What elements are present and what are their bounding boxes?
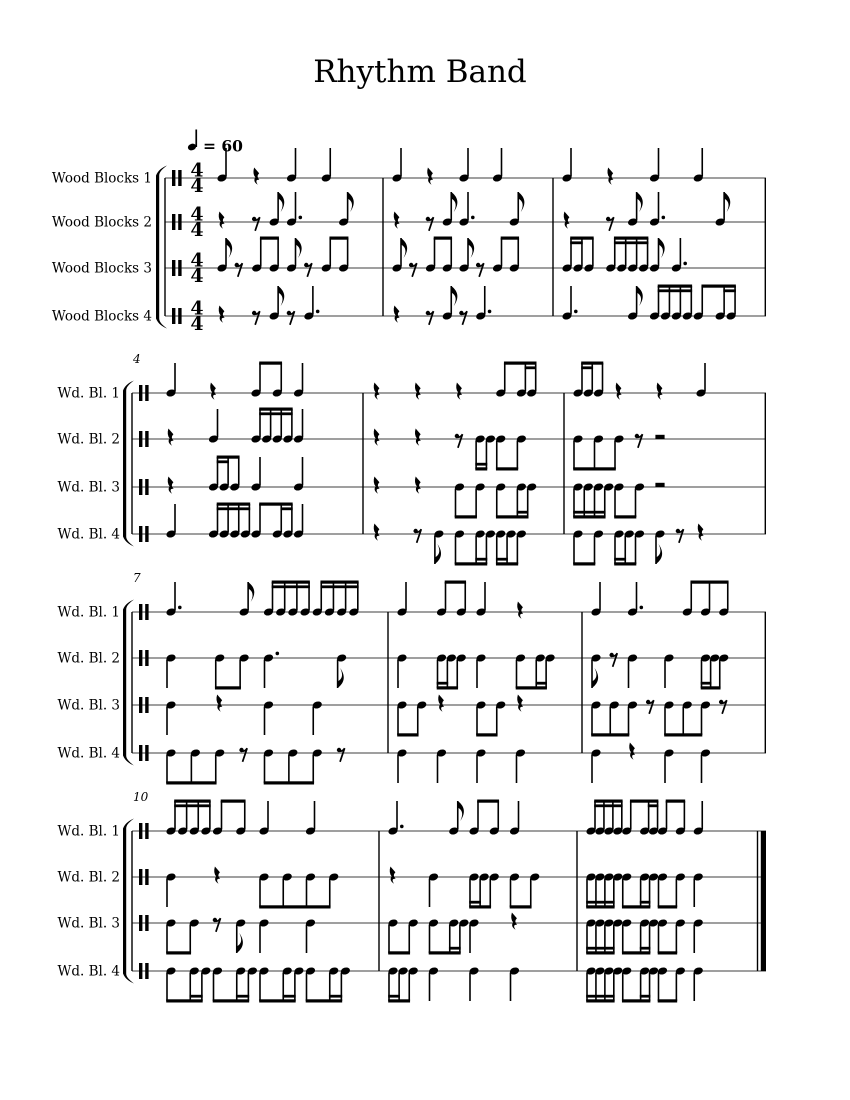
beam [455, 515, 477, 518]
beam [217, 456, 240, 459]
beam-secondary [586, 995, 614, 998]
quarter-rest [214, 867, 220, 884]
beam-secondary [449, 947, 461, 950]
beam-secondary [640, 995, 651, 998]
beam [658, 285, 692, 288]
quarter-rest [374, 429, 380, 446]
augmentation-dot [662, 216, 666, 220]
percussion-clef-bar [139, 431, 142, 447]
percussion-clef-bar [145, 604, 148, 620]
percussion-clef-bar [145, 869, 148, 885]
system-bracket-wing [123, 974, 134, 984]
half-rest [655, 435, 664, 439]
percussion-clef-bar [145, 915, 148, 931]
percussion-clef-bar [145, 479, 148, 495]
beam [437, 686, 458, 689]
beam [397, 733, 418, 736]
beam-secondary [496, 558, 508, 561]
eighth-flag [458, 801, 464, 821]
beam [614, 562, 636, 565]
beam-secondary [217, 460, 229, 463]
percussion-clef-bar [139, 479, 142, 495]
quarter-rest [390, 867, 396, 884]
beam-secondary [614, 241, 648, 244]
eighth-rest [411, 263, 417, 277]
beam [429, 951, 461, 954]
percussion-clef-bar [178, 214, 181, 230]
system-bracket [156, 176, 159, 319]
beam-secondary [648, 804, 659, 807]
eighth-flag [724, 192, 730, 212]
beam [658, 905, 677, 908]
eighth-rest [289, 311, 295, 325]
eighth-rest [637, 434, 643, 448]
staff-label: Wd. Bl. 3 [57, 915, 120, 932]
beam [215, 686, 241, 689]
eighth-flag [338, 668, 344, 688]
eighth-rest [306, 263, 312, 277]
percussion-clef-bar [139, 963, 142, 979]
beam [622, 951, 650, 954]
augmentation-dot [316, 310, 320, 314]
system [57, 571, 766, 785]
quarter-rest [219, 306, 225, 323]
percussion-clef-bar [178, 308, 181, 324]
beam-secondary [594, 804, 622, 807]
beam [573, 562, 595, 565]
beam [260, 237, 279, 240]
quarter-rest [374, 524, 380, 541]
beam [622, 999, 650, 1002]
eighth-rest [254, 217, 260, 231]
beam-secondary [388, 995, 400, 998]
staff-label: Wd. Bl. 1 [57, 604, 120, 621]
time-signature-bottom: 4 [190, 219, 204, 241]
time-signature-top: 4 [190, 297, 204, 320]
quarter-rest [607, 168, 613, 185]
beam [259, 999, 295, 1002]
eighth-rest [339, 748, 345, 762]
percussion-clef-bar [178, 260, 181, 276]
beam [614, 237, 648, 240]
quarter-rest [168, 477, 174, 494]
augmentation-dot [640, 606, 644, 610]
beam [504, 362, 537, 365]
staff-label: Wd. Bl. 4 [57, 963, 120, 980]
eighth-flag [592, 668, 598, 688]
beam-secondary [282, 995, 295, 998]
augmentation-dot [178, 606, 182, 610]
eighth-flag [451, 192, 457, 212]
beam [570, 237, 593, 240]
beam [573, 515, 605, 518]
beam-secondary [259, 412, 292, 415]
percussion-clef-bar [139, 745, 142, 761]
percussion-clef-bar [145, 526, 148, 542]
beam-secondary [570, 241, 583, 244]
time-signature-top: 4 [190, 159, 204, 182]
percussion-clef-bar [178, 170, 181, 186]
beam [445, 581, 466, 584]
beam-secondary [189, 995, 202, 998]
time-signature-bottom: 4 [190, 175, 204, 197]
quarter-rest [415, 429, 421, 446]
beam [586, 905, 614, 908]
eighth-rest [242, 748, 248, 762]
beam-secondary [640, 901, 651, 904]
system-bracket-wing [123, 819, 134, 829]
beam [166, 951, 191, 954]
staff-label: Wood Blocks 1 [51, 170, 152, 187]
beam [496, 467, 518, 470]
beam [591, 733, 629, 736]
system-bracket-wing [156, 319, 167, 329]
eighth-rest [457, 434, 463, 448]
eighth-flag [278, 286, 284, 306]
percussion-clef-bar [139, 915, 142, 931]
beam [477, 800, 499, 803]
system-bracket [123, 829, 126, 974]
quarter-rest [698, 524, 704, 541]
staff-label: Wd. Bl. 4 [57, 526, 120, 543]
system-bracket-wing [123, 381, 134, 391]
percussion-clef-bar [139, 697, 142, 713]
percussion-clef-bar [172, 260, 175, 276]
beam [586, 999, 614, 1002]
percussion-clef-bar [139, 604, 142, 620]
beam [510, 905, 532, 908]
quarter-rest [253, 168, 259, 185]
time-signature-top: 4 [190, 249, 204, 272]
percussion-clef-bar [139, 650, 142, 666]
system-bracket-wing [123, 756, 134, 766]
beam [174, 800, 210, 803]
eighth-rest [612, 653, 618, 667]
augmentation-dot [488, 310, 492, 314]
beam-secondary [535, 682, 546, 685]
beam [622, 905, 650, 908]
beam [166, 999, 202, 1002]
beam [666, 800, 685, 803]
beam-secondary [581, 366, 593, 369]
beam-secondary [614, 558, 626, 561]
beam [221, 800, 246, 803]
percussion-clef-bar [139, 385, 142, 401]
beam-secondary [329, 995, 342, 998]
beam [259, 362, 282, 365]
system-bracket-wing [123, 537, 134, 547]
percussion-clef-bar [172, 308, 175, 324]
beam [329, 237, 348, 240]
eighth-flag [296, 238, 302, 258]
quarter-rest [517, 602, 523, 619]
eighth-rest [254, 311, 260, 325]
beam-secondary [217, 507, 250, 510]
percussion-clef-bar [145, 431, 148, 447]
beam [501, 237, 519, 240]
quarter-rest [210, 383, 216, 400]
eighth-rest [648, 700, 654, 714]
eighth-rest [237, 263, 243, 277]
half-rest [655, 483, 664, 487]
beam-secondary [573, 511, 605, 514]
quarter-rest [616, 383, 622, 400]
quarter-rest [415, 383, 421, 400]
tempo-note-stem [195, 130, 197, 148]
beam [475, 467, 487, 470]
eighth-flag [226, 238, 232, 258]
percussion-clef-bar [145, 697, 148, 713]
beam [658, 999, 677, 1002]
quarter-rest [629, 743, 635, 760]
system-bracket-wing [156, 166, 167, 176]
beam [213, 999, 249, 1002]
eighth-flag [348, 192, 354, 212]
quarter-rest [394, 306, 400, 323]
beam [594, 800, 622, 803]
quarter-rest [427, 168, 433, 185]
eighth-flag [401, 238, 407, 258]
percussion-clef-bar [145, 385, 148, 401]
beam [690, 581, 728, 584]
eighth-flag [237, 933, 243, 953]
augmentation-dot [400, 825, 404, 829]
time-signature-bottom: 4 [190, 313, 204, 335]
beam-secondary [475, 558, 487, 561]
quarter-rest [438, 695, 444, 712]
beam [614, 515, 636, 518]
system-bracket-wing [123, 600, 134, 610]
quarter-rest [394, 212, 400, 229]
measure-number: 10 [133, 790, 149, 804]
beam [469, 905, 491, 908]
beam-secondary [437, 682, 448, 685]
beam [573, 467, 616, 470]
eighth-flag [435, 544, 441, 564]
staff-label: Wood Blocks 3 [51, 260, 152, 277]
quarter-rest [374, 477, 380, 494]
beam-secondary [701, 682, 712, 685]
beam-secondary [236, 995, 249, 998]
beam [516, 686, 547, 689]
eighth-flag [637, 286, 643, 306]
beam-secondary [586, 901, 614, 904]
beam-secondary [658, 289, 692, 292]
eighth-flag [468, 238, 474, 258]
eighth-flag [248, 582, 254, 602]
beam [320, 581, 358, 584]
augmentation-dot [471, 216, 475, 220]
percussion-clef-bar [145, 745, 148, 761]
quarter-note-icon [187, 130, 197, 152]
beam [217, 503, 250, 506]
beam-secondary [272, 585, 310, 588]
quarter-rest [511, 913, 517, 930]
quarter-rest [564, 212, 570, 229]
beam [434, 237, 452, 240]
eighth-rest [478, 263, 484, 277]
staff-label: Wd. Bl. 3 [57, 697, 120, 714]
beam [630, 800, 658, 803]
beam [388, 951, 410, 954]
staff-label: Wd. Bl. 2 [57, 650, 120, 667]
beam [306, 999, 342, 1002]
eighth-rest [461, 311, 467, 325]
system [57, 352, 766, 566]
staff-label: Wd. Bl. 2 [57, 431, 120, 448]
quarter-rest [216, 695, 222, 712]
percussion-clef-bar [139, 823, 142, 839]
beam [388, 999, 410, 1002]
quarter-rest [517, 695, 523, 712]
percussion-clef-bar [172, 214, 175, 230]
eighth-rest [428, 217, 434, 231]
percussion-clef-bar [145, 963, 148, 979]
system-bracket [123, 391, 126, 537]
beam-secondary [475, 463, 487, 466]
system-bracket [123, 610, 126, 756]
eighth-rest [215, 918, 221, 932]
percussion-clef-bar [145, 650, 148, 666]
beam-secondary [174, 804, 210, 807]
eighth-flag [659, 238, 665, 258]
quarter-rest [168, 429, 174, 446]
percussion-clef-bar [145, 823, 148, 839]
eighth-flag [637, 192, 643, 212]
staff-label: Wd. Bl. 3 [57, 479, 120, 496]
staff-label: Wood Blocks 4 [51, 308, 152, 325]
beam [496, 562, 518, 565]
eighth-rest [721, 700, 727, 714]
time-signature-bottom: 4 [190, 265, 204, 287]
staff-label: Wood Blocks 2 [51, 214, 152, 231]
eighth-flag [278, 192, 284, 212]
eighth-rest [428, 311, 434, 325]
staff-label: Wd. Bl. 1 [57, 823, 120, 840]
beam [664, 733, 702, 736]
time-signature-top: 4 [190, 203, 204, 226]
quarter-rest [657, 383, 663, 400]
augmentation-dot [299, 216, 303, 220]
staff-label: Wd. Bl. 4 [57, 745, 120, 762]
eighth-rest [608, 217, 614, 231]
beam-secondary [280, 507, 292, 510]
tempo-marking [187, 130, 243, 156]
beam-secondary [469, 901, 481, 904]
beam [476, 733, 497, 736]
staff-label: Wd. Bl. 2 [57, 869, 120, 886]
augmentation-dot [683, 262, 687, 266]
beam [581, 362, 603, 365]
system [52, 148, 766, 335]
beam [701, 285, 735, 288]
system [57, 790, 766, 1003]
score-title: Rhythm Band [313, 54, 527, 90]
eighth-flag [451, 286, 457, 306]
percussion-clef-bar [172, 170, 175, 186]
music-layer [52, 148, 766, 1003]
beam [455, 562, 488, 565]
measure-number: 7 [133, 571, 141, 585]
augmentation-dot [276, 652, 280, 656]
staff-label: Wd. Bl. 1 [57, 385, 120, 402]
beam-secondary [517, 511, 529, 514]
beam [272, 581, 310, 584]
beam-secondary [320, 585, 358, 588]
beam [259, 503, 292, 506]
tempo-text: = 60 [203, 136, 243, 156]
eighth-rest [416, 529, 422, 543]
quarter-rest [415, 477, 421, 494]
beam [264, 781, 314, 784]
eighth-rest [678, 529, 684, 543]
beam-secondary [723, 289, 736, 292]
quarter-rest [219, 212, 225, 229]
beam [166, 781, 216, 784]
beam-secondary [640, 947, 651, 950]
beam-secondary [525, 366, 537, 369]
eighth-flag [656, 544, 662, 564]
beam [259, 905, 330, 908]
beam [259, 408, 292, 411]
beam [496, 515, 529, 518]
eighth-flag [518, 192, 524, 212]
beam-secondary [586, 947, 614, 950]
quarter-rest [456, 383, 462, 400]
beam [658, 951, 677, 954]
beam [586, 951, 614, 954]
beam [701, 686, 721, 689]
final-barline-thick [761, 831, 766, 971]
percussion-clef-bar [139, 869, 142, 885]
quarter-rest [374, 383, 380, 400]
measure-number: 4 [133, 352, 141, 366]
augmentation-dot [574, 310, 578, 314]
percussion-clef-bar [139, 526, 142, 542]
